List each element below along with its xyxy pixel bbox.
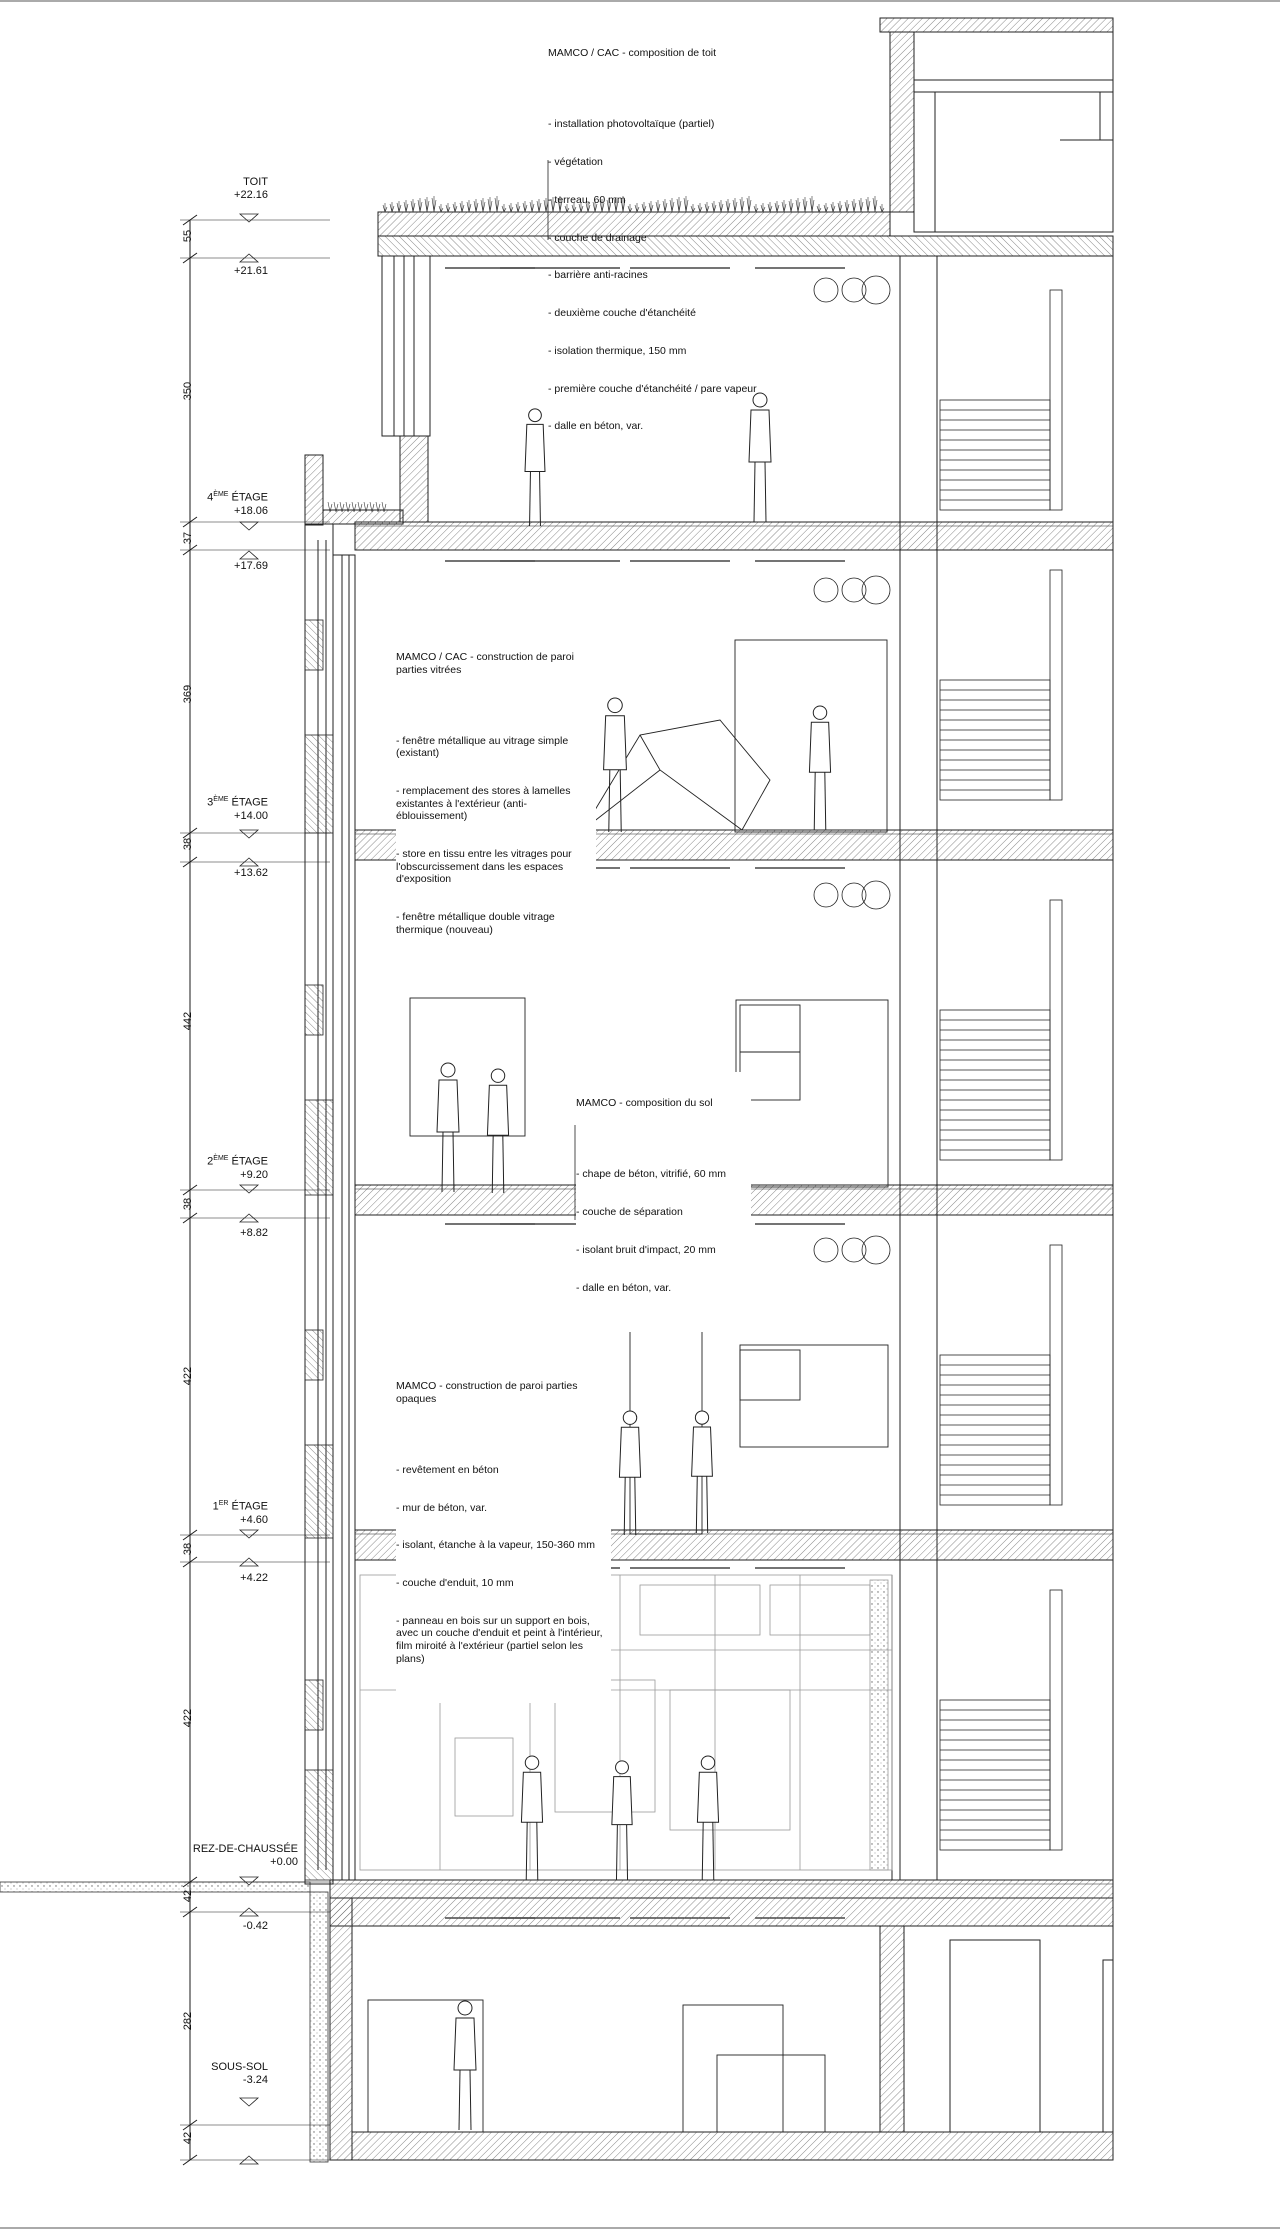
person-head (623, 1411, 636, 1424)
dimension-text: 282 (182, 2011, 194, 2031)
person-body (437, 1080, 459, 1132)
grass-tuft (460, 201, 464, 212)
person-leg (470, 2070, 471, 2130)
level-elevation: +9.20 (240, 1168, 268, 1181)
note-list (396, 710, 596, 962)
dimension-text: 369 (182, 684, 194, 704)
note-title: MAMCO - composition du sol (576, 1097, 713, 1110)
person-head (441, 1063, 455, 1077)
level-elevation: -3.24 (242, 2074, 268, 2086)
grass-tuft (474, 199, 478, 212)
note-title: MAMCO / CAC - composition de toit (548, 47, 717, 60)
ventilation-diffuser (814, 1238, 838, 1262)
dimension-text: 38 (182, 837, 194, 851)
person-body (487, 1085, 508, 1135)
elevation-below-roof: +21.61 (234, 265, 268, 277)
person-leg (503, 1135, 504, 1193)
stair-stringer (1050, 1590, 1062, 1850)
grass-tuft (446, 203, 450, 212)
opaque-panel (305, 1680, 323, 1730)
person-head (701, 1756, 714, 1769)
note-item: - isolation thermique, 150 mm (548, 344, 687, 357)
grass-tuft (859, 198, 863, 212)
level-marker-triangle (240, 522, 258, 530)
stair-flight (940, 1355, 1050, 1505)
level-name: 4ÈME ÉTAGE (207, 491, 268, 504)
level-label-1 (128, 1497, 268, 1527)
level-marker-triangle (240, 1530, 258, 1538)
note-item: - végétation (548, 155, 603, 168)
person-body (612, 1777, 632, 1825)
level-marker-triangle (240, 214, 258, 222)
ventilation-diffuser (842, 278, 866, 302)
stair-flight (940, 1010, 1050, 1160)
level-name: REZ-DE-CHAUSSÉE (192, 1843, 298, 1855)
floor-slab (330, 1880, 1113, 1898)
floor-composition-note (576, 1072, 751, 1332)
grass-tuft (404, 200, 408, 212)
grass-tuft (481, 198, 485, 212)
level-label-basement (128, 2061, 268, 2087)
stair-stringer (1050, 1245, 1062, 1505)
level-elevation: +14.00 (234, 809, 268, 822)
opaque-panel (305, 1330, 323, 1380)
level-marker-triangle (240, 1185, 258, 1193)
person-leg (530, 472, 531, 526)
person-body (454, 2018, 476, 2070)
elevation-below-3: +13.62 (234, 867, 268, 879)
note-item: - mur de béton, var. (396, 1501, 488, 1514)
person-leg (609, 770, 610, 832)
grass-tuft (824, 203, 828, 212)
grass-tuft (488, 197, 492, 212)
elevation-below-2: +8.82 (240, 1227, 268, 1239)
note-item: - remplacement des stores à lamelles existantes à l'extérieur (anti-éblouissement) (396, 785, 574, 823)
grass-tuft (390, 202, 394, 212)
person-leg (442, 1132, 443, 1192)
person-leg (754, 462, 755, 522)
ventilation-diffuser (842, 1238, 866, 1262)
level-name: TOIT (243, 176, 268, 188)
dimension-text: 38 (182, 1197, 194, 1211)
basement (330, 1898, 1113, 2160)
level-elevation: +0.00 (270, 1856, 298, 1868)
note-item: - chape de béton, vitrifié, 60 mm (576, 1168, 726, 1181)
note-item: - barrière anti-racines (548, 269, 648, 282)
note-list (548, 93, 798, 458)
person-leg (696, 1476, 697, 1533)
grass-tuft (852, 199, 856, 212)
level-label-3 (128, 793, 268, 823)
dimension-text: 55 (182, 229, 194, 243)
grass-tuft (873, 196, 877, 212)
note-item: - fenêtre métallique au vitrage simple (existant) (396, 734, 572, 760)
person-head (458, 2001, 472, 2015)
ventilation-diffuser (842, 883, 866, 907)
note-item: - terreau, 60 mm (548, 193, 626, 206)
level-label-4 (128, 488, 268, 518)
ventilation-diffuser (814, 278, 838, 302)
grass-tuft (502, 204, 506, 212)
stair-flight (940, 400, 1050, 510)
person-body (692, 1427, 713, 1476)
note-item: - dalle en béton, var. (548, 420, 644, 433)
note-item: - couche d'enduit, 10 mm (396, 1577, 514, 1590)
note-item: - couche de séparation (576, 1205, 683, 1218)
person-body (604, 716, 627, 770)
level-label-ground (158, 1843, 298, 1869)
person-head (525, 1756, 538, 1769)
stair-stringer (1050, 290, 1062, 510)
grass-tuft (439, 204, 443, 212)
grass-tuft (866, 197, 870, 212)
roof-composition-note (548, 22, 798, 471)
grass-tuft (845, 200, 849, 212)
person-leg (825, 772, 826, 830)
person-leg (702, 1822, 703, 1880)
person-head (616, 1761, 629, 1774)
opaque-panel (305, 1770, 333, 1880)
opaque-wall-note (396, 1355, 611, 1703)
ventilation-diffuser (814, 883, 838, 907)
dimension-text: 37 (182, 531, 194, 545)
person-leg (526, 1822, 527, 1880)
level-name: 3ÈME ÉTAGE (207, 796, 268, 809)
level-name: SOUS-SOL (211, 2061, 268, 2073)
person-leg (540, 472, 541, 526)
person-body (697, 1772, 718, 1822)
grass-tuft (530, 200, 534, 212)
opaque-panel (305, 985, 323, 1035)
opaque-panel (305, 1445, 333, 1538)
note-item: - première couche d'étanchéité / pare vapeur (548, 382, 757, 395)
grass-tuft (817, 204, 821, 212)
opaque-panel (305, 735, 333, 833)
person-leg (713, 1822, 714, 1880)
note-list (576, 1143, 751, 1319)
person-body (619, 1427, 640, 1477)
person-leg (492, 1135, 493, 1193)
elevation-below-1: +4.22 (240, 1572, 268, 1584)
dimension-text: 42 (182, 1889, 194, 1903)
grass-tuft (425, 197, 429, 212)
note-item: - panneau en bois sur un support en bois, avec un couche d'enduit et peint à l'intérieur, film miroité à l'extérieur (partiel selon les plans) (396, 1614, 606, 1665)
person-leg (814, 772, 815, 830)
level-marker-triangle (240, 2098, 258, 2106)
person-leg (765, 462, 766, 522)
person-leg (624, 1477, 625, 1535)
level-label-roof (128, 176, 268, 202)
dimension-text: 38 (182, 1542, 194, 1556)
grass-tuft (803, 197, 807, 212)
dimension-text: 442 (182, 1011, 194, 1031)
note-title: MAMCO - construction de paroi parties opaques (396, 1380, 581, 1405)
person-head (813, 706, 826, 719)
grass-tuft (467, 200, 471, 212)
grass-tuft (383, 203, 387, 212)
note-title: MAMCO / CAC - construction de paroi parties vitrées (396, 651, 577, 676)
dimension-text: 350 (182, 381, 194, 401)
person-leg (459, 2070, 460, 2130)
grass-tuft (411, 199, 415, 212)
note-item: - deuxième couche d'étanchéité (548, 307, 696, 320)
level-marker-triangle (240, 551, 258, 559)
grass-tuft (509, 203, 513, 212)
note-item: - fenêtre métallique double vitrage thermique (nouveau) (396, 911, 558, 936)
person-head (491, 1069, 504, 1082)
elevation-below-ground: -0.42 (242, 1920, 268, 1932)
opaque-panel (305, 1100, 333, 1195)
person-head (608, 698, 623, 713)
grass-tuft (523, 201, 527, 212)
note-item: - couche de drainage (548, 231, 647, 244)
person-body (809, 722, 830, 772)
glazed-wall-note (396, 626, 596, 974)
grass-tuft (537, 199, 541, 212)
person-leg (620, 770, 621, 832)
grass-tuft (418, 198, 422, 212)
grass-tuft (432, 196, 436, 212)
facade-opaque-panels (305, 620, 333, 1880)
person-leg (616, 1825, 617, 1880)
level-elevation: +4.60 (240, 1513, 268, 1526)
grass-tuft (495, 196, 499, 212)
grass-tuft (880, 204, 884, 212)
grass-tuft (831, 202, 835, 212)
level-label-2 (128, 1152, 268, 1182)
note-item: - store en tissu entre les vitrages pour l'obscurcissement dans les espaces d'exposition (396, 848, 575, 886)
level-elevation: +18.06 (234, 504, 268, 517)
note-list (396, 1439, 611, 1691)
level-marker-triangle (240, 830, 258, 838)
ventilation-diffuser (842, 578, 866, 602)
grass-tuft (516, 202, 520, 212)
grass-tuft (453, 202, 457, 212)
person-body (525, 424, 545, 471)
grass-tuft (838, 201, 842, 212)
grass-tuft (397, 201, 401, 212)
stair-stringer (1050, 570, 1062, 800)
grass-tuft (810, 196, 814, 212)
level-name: 2ÈME ÉTAGE (207, 1155, 268, 1168)
opaque-panel (305, 620, 323, 670)
note-item: - dalle en béton, var. (576, 1281, 672, 1294)
person-leg (537, 1822, 538, 1880)
person-leg (453, 1132, 454, 1192)
dimension-text: 422 (182, 1366, 194, 1386)
note-item: - isolant bruit d'impact, 20 mm (576, 1243, 716, 1256)
level-elevation: +22.16 (234, 189, 268, 201)
person-leg (635, 1477, 636, 1535)
note-item: - revêtement en béton (396, 1463, 499, 1476)
note-item: - isolant, étanche à la vapeur, 150-360 mm (396, 1539, 596, 1552)
person-leg (627, 1825, 628, 1880)
ventilation-diffuser (814, 578, 838, 602)
person-body (521, 1772, 542, 1822)
elevation-below-4: +17.69 (234, 560, 268, 572)
stair-flight (940, 1700, 1050, 1850)
person-head (695, 1411, 708, 1424)
dimension-text: 42 (182, 2131, 194, 2145)
dimension-text: 422 (182, 1708, 194, 1728)
person-leg (707, 1476, 708, 1533)
note-item: - installation photovoltaïque (partiel) (548, 118, 715, 131)
person-head (529, 409, 542, 422)
level-name: 1ER ÉTAGE (212, 1500, 268, 1513)
stair-stringer (1050, 900, 1062, 1160)
